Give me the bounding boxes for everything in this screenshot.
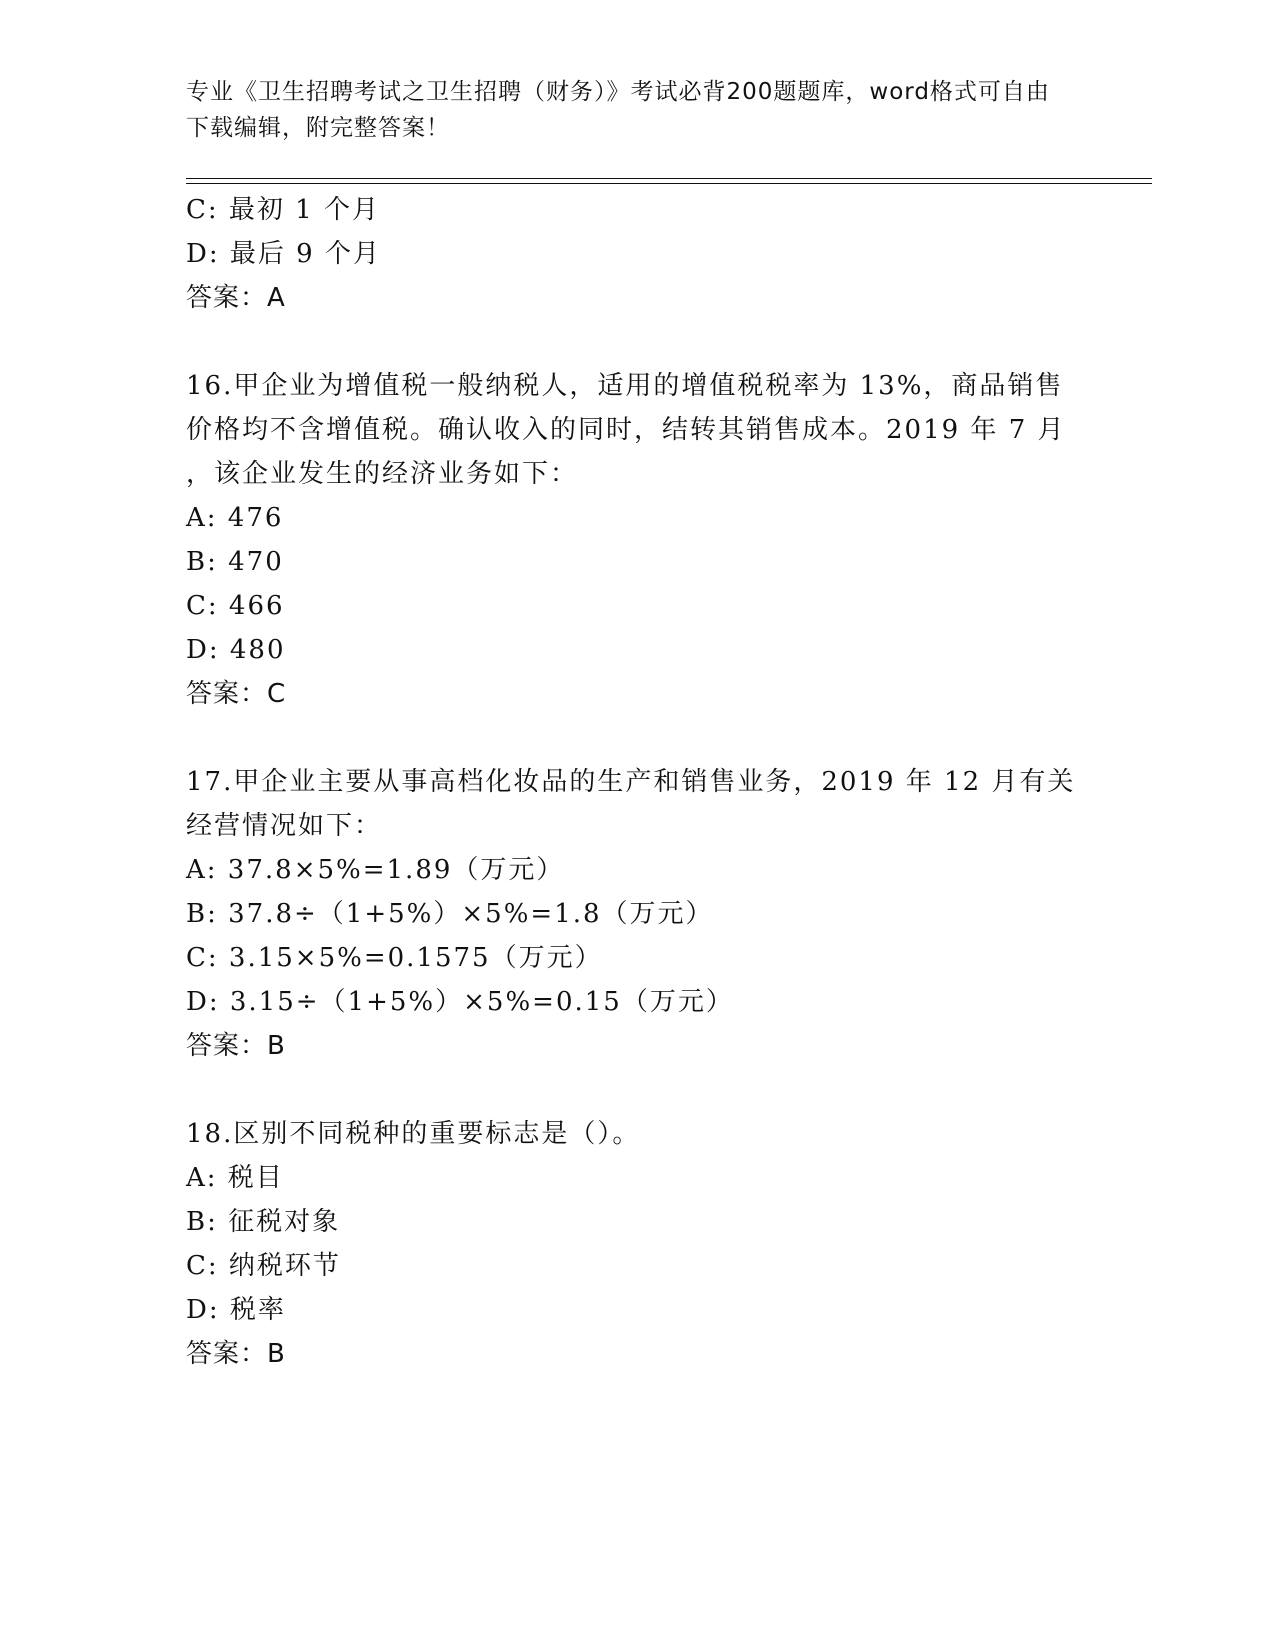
prev-answer: 答案：A <box>186 283 286 313</box>
prev-option-d: D: 最后 9 个月 <box>186 239 381 269</box>
q17-answer: 答案：B <box>186 1031 286 1061</box>
document-header: 专业《卫生招聘考试之卫生招聘（财务）》考试必背200题题库，word格式可自由下载编辑，附完整答案！ <box>186 79 1050 141</box>
q16-stem-line3: ，该企业发生的经济业务如下： <box>186 459 579 489</box>
q16-option-b: B: 470 <box>186 547 284 577</box>
q17-stem-line1: 17.甲企业主要从事高档化妆品的生产和销售业务，2019 年 12 月有关 <box>186 767 1076 797</box>
q18-option-a: A: 税目 <box>186 1163 284 1193</box>
header-rule-bottom <box>186 183 1152 184</box>
q16-option-c: C: 466 <box>186 591 285 621</box>
q17-option-a: A: 37.8×5%=1.89（万元） <box>186 855 565 885</box>
q17-option-b: B: 37.8÷（1+5%）×5%=1.8（万元） <box>186 899 714 929</box>
q18-option-d: D: 税率 <box>186 1295 286 1325</box>
q17-option-c: C: 3.15×5%=0.1575（万元） <box>186 943 603 973</box>
q16-option-a: A: 476 <box>186 503 284 533</box>
q18-answer: 答案：B <box>186 1339 286 1369</box>
q17-stem-line2: 经营情况如下： <box>186 811 383 841</box>
q16-stem-line2: 价格均不含增值税。确认收入的同时，结转其销售成本。2019 年 7 月 <box>186 415 1066 445</box>
q17-option-d: D: 3.15÷（1+5%）×5%=0.15（万元） <box>186 987 734 1017</box>
q18-option-c: C: 纳税环节 <box>186 1251 341 1281</box>
q18-option-b: B: 征税对象 <box>186 1207 341 1237</box>
q16-stem-line1: 16.甲企业为增值税一般纳税人，适用的增值税税率为 13%，商品销售 <box>186 371 1064 401</box>
q16-option-d: D: 480 <box>186 635 286 665</box>
q18-stem-line1: 18.区别不同税种的重要标志是（）。 <box>186 1119 641 1149</box>
q16-answer: 答案：C <box>186 679 287 709</box>
prev-option-c: C: 最初 1 个月 <box>186 195 380 225</box>
header-rule-top <box>186 178 1152 179</box>
